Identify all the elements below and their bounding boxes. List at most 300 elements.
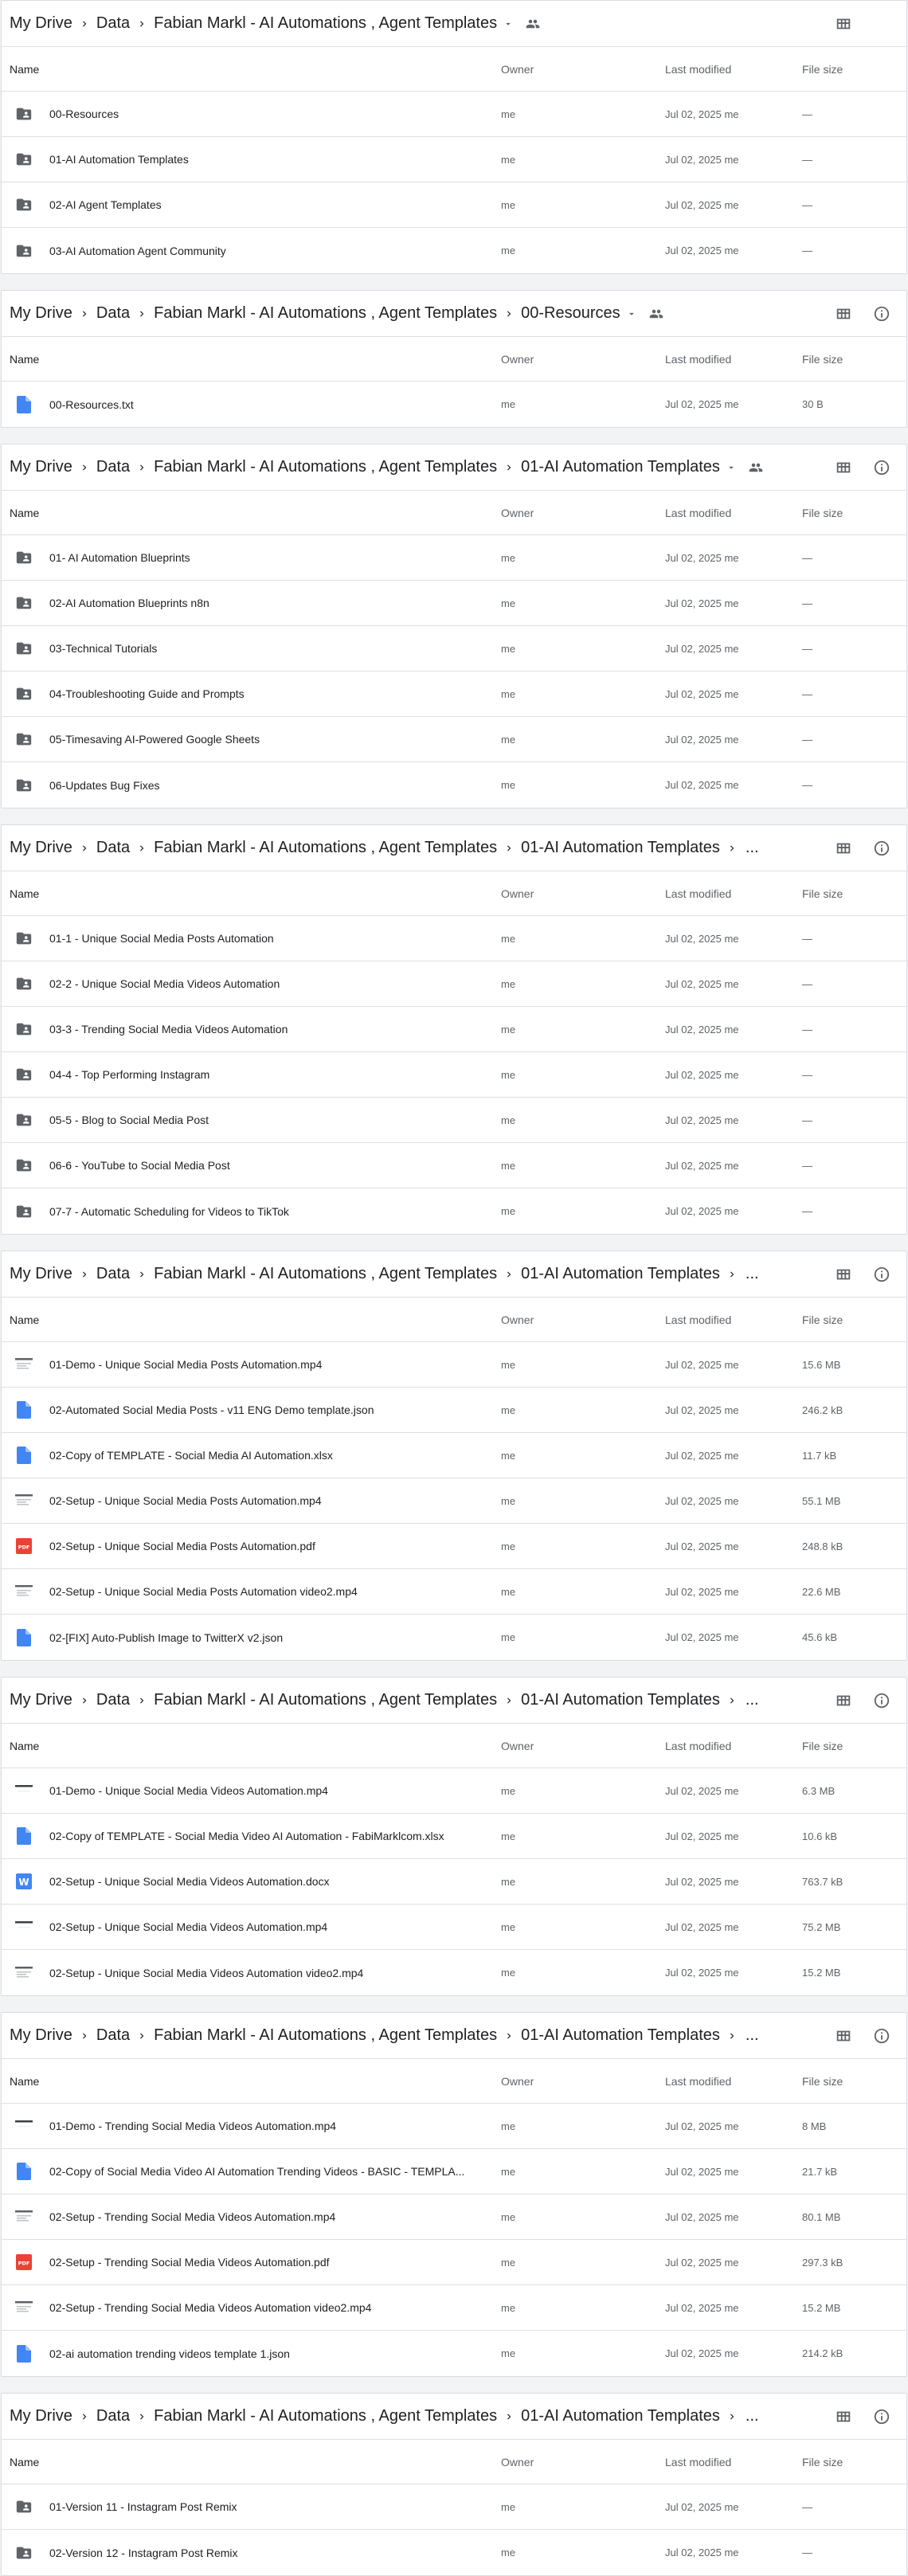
table-row[interactable]	[2, 92, 906, 137]
file-name[interactable]: 02-Copy of Social Media Video AI Automation Trending Videos - BASIC - TEMPLA...	[49, 2165, 465, 2178]
modified-cell: Jul 02, 2025 me	[665, 1159, 739, 1172]
table-row[interactable]	[2, 137, 906, 182]
file-name[interactable]: 00-Resources.txt	[49, 397, 134, 411]
file-name[interactable]: 02-ai automation trending videos template 1.json	[49, 2347, 290, 2360]
size-cell: —	[802, 1159, 812, 1172]
owner-cell: me	[501, 977, 516, 990]
chevron-right-icon	[499, 2407, 519, 2426]
owner-cell: me	[501, 2120, 516, 2132]
info-icon[interactable]	[871, 2406, 892, 2427]
grid-view-icon[interactable]	[833, 14, 854, 34]
col-modified-header[interactable]: Last modified	[665, 2455, 732, 2468]
folder-shared-icon	[14, 974, 33, 993]
breadcrumb-item[interactable]: Data	[96, 304, 131, 322]
col-modified-header[interactable]: Last modified	[665, 1313, 732, 1326]
col-name-header[interactable]: Name	[10, 352, 40, 366]
size-cell: —	[802, 153, 812, 166]
file-name-cell	[2, 1582, 493, 1601]
table-row[interactable]	[2, 2104, 906, 2149]
folder-panel	[1, 290, 907, 428]
chevron-right-icon	[499, 839, 519, 858]
modified-cell: Jul 02, 2025 me	[665, 1114, 739, 1126]
col-owner-header[interactable]: Owner	[501, 62, 534, 76]
col-size-header[interactable]: File size	[802, 1739, 843, 1752]
file-name[interactable]: 02-Setup - Unique Social Media Posts Automation video2.mp4	[49, 1585, 358, 1598]
breadcrumb-item[interactable]: 01-AI Automation Templates	[521, 1265, 720, 1282]
video-thumb-dark-icon	[14, 1781, 33, 1800]
chevron-right-icon	[499, 304, 519, 323]
col-name-header[interactable]: Name	[10, 62, 40, 76]
col-owner-header[interactable]: Owner	[501, 2074, 534, 2088]
table-row[interactable]	[2, 1143, 906, 1188]
modified-cell: Jul 02, 2025 me	[665, 977, 739, 990]
table-row[interactable]	[2, 1007, 906, 1052]
file-name[interactable]: 02-[FIX] Auto-Publish Image to TwitterX v2.json	[49, 1631, 284, 1644]
size-cell: 11.7 kB	[802, 1449, 837, 1462]
table-row[interactable]	[2, 1388, 906, 1433]
size-cell: —	[802, 2547, 812, 2558]
table-row[interactable]	[2, 1342, 906, 1388]
owner-cell: me	[501, 2210, 516, 2223]
table-row[interactable]	[2, 228, 906, 273]
column-header-row	[2, 2439, 906, 2484]
modified-cell: Jul 02, 2025 me	[665, 2120, 739, 2132]
owner-cell: me	[501, 1358, 516, 1371]
doc-icon	[14, 1826, 33, 1846]
file-name[interactable]: 01-Demo - Unique Social Media Videos Automation.mp4	[49, 1784, 328, 1797]
table-row[interactable]	[2, 2530, 906, 2575]
file-name-cell	[2, 1537, 493, 1556]
file-name-cell	[2, 1872, 493, 1891]
size-cell: 297.3 kB	[802, 2256, 843, 2269]
col-name-header[interactable]: Name	[10, 2455, 40, 2468]
size-cell: —	[802, 198, 812, 211]
table-row[interactable]	[2, 1052, 906, 1098]
modified-cell: Jul 02, 2025 me	[665, 1023, 739, 1035]
svg-text:PDF: PDF	[18, 1544, 30, 1551]
col-name-header[interactable]: Name	[10, 506, 40, 519]
file-name[interactable]: 06-6 - YouTube to Social Media Post	[49, 1159, 230, 1172]
shared-people-icon	[747, 459, 765, 476]
caret-down-icon[interactable]	[500, 16, 516, 32]
breadcrumb-item[interactable]: My Drive	[10, 458, 72, 476]
folder-panel	[1, 1251, 907, 1661]
breadcrumb-item[interactable]: 01-AI Automation Templates	[521, 2026, 720, 2044]
breadcrumb-item[interactable]: Fabian Markl - AI Automations , Agent Templates	[154, 14, 498, 32]
size-cell: 45.6 kB	[802, 1631, 838, 1643]
chevron-right-icon	[499, 2026, 519, 2046]
file-name[interactable]: 02-Version 12 - Instagram Post Remix	[49, 2546, 238, 2559]
breadcrumb-overflow[interactable]: ...	[745, 1265, 759, 1282]
table-row[interactable]	[2, 1098, 906, 1143]
file-name-cell	[2, 104, 493, 123]
grid-view-icon[interactable]	[833, 1690, 854, 1711]
file-name[interactable]: 02-AI Agent Templates	[49, 198, 162, 211]
table-row[interactable]	[2, 1859, 906, 1905]
breadcrumb-item[interactable]: Fabian Markl - AI Automations , Agent Templates	[154, 2407, 498, 2425]
file-name[interactable]: 02-2 - Unique Social Media Videos Automation	[49, 977, 280, 990]
caret-down-icon[interactable]	[624, 306, 640, 322]
panel-header	[2, 1, 906, 46]
column-header-row	[2, 871, 906, 916]
size-cell: 75.2 MB	[802, 1920, 841, 1933]
modified-cell: Jul 02, 2025 me	[665, 779, 739, 791]
breadcrumb-item[interactable]: 01-AI Automation Templates	[521, 2407, 720, 2425]
col-modified-header[interactable]: Last modified	[665, 62, 732, 76]
info-icon[interactable]	[871, 2026, 892, 2046]
info-icon[interactable]	[871, 303, 892, 324]
table-row[interactable]	[2, 1905, 906, 1950]
table-row[interactable]	[2, 762, 906, 808]
file-name[interactable]: 03-AI Automation Agent Community	[49, 244, 226, 257]
table-row[interactable]	[2, 1569, 906, 1615]
table-row[interactable]	[2, 535, 906, 581]
table-row[interactable]	[2, 1433, 906, 1478]
file-name[interactable]: 07-7 - Automatic Scheduling for Videos to TikTok	[49, 1204, 289, 1218]
column-header-row	[2, 490, 906, 535]
modified-cell: Jul 02, 2025 me	[665, 245, 739, 256]
breadcrumb-item[interactable]: Fabian Markl - AI Automations , Agent Templates	[154, 458, 498, 476]
file-name[interactable]: 02-Setup - Trending Social Media Videos Automation.mp4	[49, 2210, 336, 2223]
shared-people-icon	[524, 15, 542, 33]
owner-cell: me	[501, 108, 516, 120]
folder-shared-icon	[14, 929, 33, 948]
doc-icon	[14, 2344, 33, 2363]
file-name[interactable]: 02-Setup - Trending Social Media Videos Automation.pdf	[49, 2256, 330, 2269]
size-cell: 15.6 MB	[802, 1358, 841, 1371]
column-header-row	[2, 336, 906, 382]
breadcrumb	[10, 304, 833, 323]
breadcrumb-overflow[interactable]: ...	[745, 2407, 759, 2425]
breadcrumb	[10, 2407, 833, 2426]
table-row[interactable]	[2, 1768, 906, 1814]
video-thumb-icon	[14, 1491, 33, 1510]
file-name-cell	[2, 2253, 493, 2272]
breadcrumb-item[interactable]: My Drive	[10, 2407, 72, 2425]
modified-cell: Jul 02, 2025 me	[665, 1540, 739, 1552]
size-cell: 55.1 MB	[802, 1494, 841, 1507]
table-row[interactable]	[2, 182, 906, 228]
grid-view-icon[interactable]	[833, 1264, 854, 1285]
size-cell: 8 MB	[802, 2120, 827, 2132]
breadcrumb	[10, 2026, 833, 2046]
table-row[interactable]	[2, 717, 906, 762]
chevron-right-icon	[132, 839, 151, 858]
file-name-cell	[2, 639, 493, 658]
header-actions	[833, 1264, 898, 1285]
col-name-header[interactable]: Name	[10, 1739, 40, 1752]
col-modified-header[interactable]: Last modified	[665, 352, 732, 366]
file-name[interactable]: 02-Setup - Trending Social Media Videos Automation video2.mp4	[49, 2301, 372, 2314]
chevron-right-icon	[75, 1691, 94, 1710]
col-owner-header[interactable]: Owner	[501, 887, 534, 900]
caret-down-icon[interactable]	[723, 460, 739, 476]
file-name-cell	[2, 1020, 493, 1039]
file-name[interactable]: 01-AI Automation Templates	[49, 153, 189, 166]
owner-cell: me	[501, 1967, 516, 1979]
folder-shared-icon	[14, 1156, 33, 1175]
file-name[interactable]: 02-Setup - Unique Social Media Posts Automation.mp4	[49, 1494, 322, 1507]
breadcrumb-item[interactable]: Fabian Markl - AI Automations , Agent Templates	[154, 1691, 498, 1709]
pdf-icon	[14, 2253, 33, 2272]
col-owner-header[interactable]: Owner	[501, 2455, 534, 2468]
file-name[interactable]: 02-Setup - Unique Social Media Videos Automation.docx	[49, 1875, 330, 1888]
file-name[interactable]: 02-Setup - Unique Social Media Videos Automation.mp4	[49, 1920, 328, 1933]
video-thumb-icon	[14, 1582, 33, 1601]
table-row[interactable]	[2, 1524, 906, 1569]
table-row[interactable]	[2, 2285, 906, 2331]
col-name-header[interactable]: Name	[10, 2074, 40, 2088]
owner-cell: me	[501, 2256, 516, 2269]
file-name[interactable]: 01- AI Automation Blueprints	[49, 551, 190, 564]
table-row[interactable]	[2, 1188, 906, 1234]
breadcrumb-item[interactable]: 01-AI Automation Templates	[521, 1691, 720, 1709]
file-name[interactable]: 05-5 - Blog to Social Media Post	[49, 1114, 209, 1126]
size-cell: —	[802, 597, 812, 609]
column-header-row	[2, 46, 906, 92]
file-name[interactable]: 03-Technical Tutorials	[49, 642, 158, 655]
grid-view-icon[interactable]	[833, 2026, 854, 2046]
breadcrumb-item[interactable]: 01-AI Automation Templates	[521, 839, 720, 856]
spacer	[871, 14, 892, 34]
file-name[interactable]: 01-Demo - Unique Social Media Posts Automation.mp4	[49, 1358, 323, 1371]
owner-cell: me	[501, 398, 516, 410]
info-icon[interactable]	[871, 1690, 892, 1711]
col-size-header[interactable]: File size	[802, 506, 843, 519]
file-name[interactable]: 05-Timesaving AI-Powered Google Sheets	[49, 733, 260, 746]
modified-cell: Jul 02, 2025 me	[665, 108, 739, 120]
folder-shared-icon	[14, 104, 33, 123]
folder-shared-icon	[14, 548, 33, 567]
file-name[interactable]: 01-Demo - Trending Social Media Videos Automation.mp4	[49, 2120, 337, 2132]
owner-cell: me	[501, 153, 516, 166]
doc-icon	[14, 1446, 33, 1465]
table-row[interactable]	[2, 2194, 906, 2240]
modified-cell: Jul 02, 2025 me	[665, 1068, 739, 1081]
table-row[interactable]	[2, 961, 906, 1007]
col-size-header[interactable]: File size	[802, 887, 843, 900]
modified-cell: Jul 02, 2025 me	[665, 2165, 739, 2178]
chevron-right-icon	[499, 1265, 519, 1284]
file-name[interactable]: 02-Copy of TEMPLATE - Social Media AI Automation.xlsx	[49, 1449, 333, 1462]
folder-shared-icon	[14, 1065, 33, 1084]
file-name[interactable]: 04-Troubleshooting Guide and Prompts	[49, 687, 245, 700]
modified-cell: Jul 02, 2025 me	[665, 2301, 739, 2314]
owner-cell: me	[501, 1205, 516, 1217]
col-name-header[interactable]: Name	[10, 887, 40, 900]
chevron-right-icon	[75, 458, 94, 477]
chevron-right-icon	[132, 1265, 151, 1284]
modified-cell: Jul 02, 2025 me	[665, 1875, 739, 1888]
modified-cell: Jul 02, 2025 me	[665, 2500, 739, 2513]
owner-cell: me	[501, 245, 516, 256]
file-name-cell	[2, 1110, 493, 1129]
breadcrumb	[10, 14, 833, 33]
info-icon[interactable]	[871, 457, 892, 478]
owner-cell: me	[501, 1023, 516, 1035]
owner-cell: me	[501, 1585, 516, 1598]
breadcrumb-item[interactable]: My Drive	[10, 1691, 72, 1709]
breadcrumb-item[interactable]: Data	[96, 2026, 131, 2044]
owner-cell: me	[501, 1830, 516, 1842]
shared-people-icon	[648, 305, 665, 323]
breadcrumb-item[interactable]: Data	[96, 14, 131, 32]
modified-cell: Jul 02, 2025 me	[665, 1358, 739, 1371]
table-row[interactable]	[2, 581, 906, 626]
owner-cell: me	[501, 1540, 516, 1552]
chevron-right-icon	[75, 14, 94, 33]
file-name-cell	[2, 2543, 493, 2562]
folder-shared-icon	[14, 639, 33, 658]
file-name[interactable]: 00-Resources	[49, 108, 119, 120]
table-row[interactable]	[2, 1478, 906, 1524]
owner-cell: me	[501, 1068, 516, 1081]
file-name-cell	[2, 929, 493, 948]
col-name-header[interactable]: Name	[10, 1313, 40, 1326]
col-size-header[interactable]: File size	[802, 2455, 843, 2468]
size-cell: —	[802, 642, 812, 655]
file-name-cell	[2, 2116, 493, 2136]
breadcrumb-item[interactable]: My Drive	[10, 839, 72, 856]
breadcrumb-overflow[interactable]: ...	[745, 1691, 759, 1709]
col-modified-header[interactable]: Last modified	[665, 887, 732, 900]
info-icon[interactable]	[871, 838, 892, 859]
file-name[interactable]: 02-Copy of TEMPLATE - Social Media Video AI Automation - FabiMarklcom.xlsx	[49, 1830, 444, 1842]
size-cell: —	[802, 245, 812, 256]
chevron-right-icon	[722, 1691, 742, 1710]
col-owner-header[interactable]: Owner	[501, 352, 534, 366]
table-row[interactable]	[2, 1814, 906, 1859]
file-name-cell	[2, 1156, 493, 1175]
table-row[interactable]	[2, 382, 906, 427]
col-modified-header[interactable]: Last modified	[665, 2074, 732, 2088]
breadcrumb-item[interactable]: Data	[96, 2407, 131, 2425]
table-row[interactable]	[2, 2240, 906, 2285]
breadcrumb-item[interactable]: Fabian Markl - AI Automations , Agent Templates	[154, 1265, 498, 1282]
grid-view-icon[interactable]	[833, 303, 854, 324]
breadcrumb-item[interactable]: Data	[96, 1265, 131, 1282]
file-name[interactable]: 02-Setup - Unique Social Media Videos Automation video2.mp4	[49, 1966, 364, 1979]
breadcrumb-overflow[interactable]: ...	[745, 2026, 759, 2044]
owner-cell: me	[501, 733, 516, 746]
size-cell: 214.2 kB	[802, 2347, 843, 2359]
owner-cell: me	[501, 2165, 516, 2178]
file-name-cell	[2, 730, 493, 749]
doc-icon	[14, 395, 33, 414]
breadcrumb-item[interactable]: Fabian Markl - AI Automations , Agent Templates	[154, 839, 498, 856]
file-name[interactable]: 01-1 - Unique Social Media Posts Automation	[49, 932, 274, 945]
file-name-cell	[2, 2344, 493, 2363]
breadcrumb	[10, 1691, 833, 1710]
table-row[interactable]	[2, 2149, 906, 2194]
file-name[interactable]: 02-AI Automation Blueprints n8n	[49, 597, 209, 609]
breadcrumb-item[interactable]: 00-Resources	[521, 304, 620, 322]
owner-cell: me	[501, 1494, 516, 1507]
table-row[interactable]	[2, 1950, 906, 1995]
chevron-right-icon	[722, 839, 742, 858]
chevron-right-icon	[75, 2407, 94, 2426]
breadcrumb-item[interactable]: My Drive	[10, 304, 72, 322]
file-name-cell	[2, 1065, 493, 1084]
chevron-right-icon	[132, 14, 151, 33]
table-row[interactable]	[2, 1615, 906, 1660]
file-name[interactable]: 04-4 - Top Performing Instagram	[49, 1068, 210, 1081]
pdf-icon	[14, 1537, 33, 1556]
column-header-row	[2, 2058, 906, 2104]
chevron-right-icon	[75, 839, 94, 858]
modified-cell: Jul 02, 2025 me	[665, 1585, 739, 1598]
info-icon[interactable]	[871, 1264, 892, 1285]
breadcrumb-item[interactable]: Fabian Markl - AI Automations , Agent Templates	[154, 304, 498, 322]
table-row[interactable]	[2, 2484, 906, 2530]
chevron-right-icon	[499, 458, 519, 477]
file-name[interactable]: 02-Setup - Unique Social Media Posts Automation.pdf	[49, 1540, 315, 1552]
file-name[interactable]: 03-3 - Trending Social Media Videos Automation	[49, 1023, 288, 1035]
owner-cell: me	[501, 198, 516, 211]
modified-cell: Jul 02, 2025 me	[665, 1403, 739, 1416]
file-name[interactable]: 02-Automated Social Media Posts - v11 ENG Demo template.json	[49, 1403, 374, 1416]
breadcrumb-item[interactable]: Data	[96, 1691, 131, 1709]
col-size-header[interactable]: File size	[802, 352, 843, 366]
table-row[interactable]	[2, 2331, 906, 2376]
file-name-cell	[2, 1917, 493, 1936]
file-name-cell	[2, 1781, 493, 1800]
doc-icon	[14, 1628, 33, 1647]
col-modified-header[interactable]: Last modified	[665, 506, 732, 519]
owner-cell: me	[501, 1114, 516, 1126]
folder-shared-icon	[14, 730, 33, 749]
column-header-row	[2, 1297, 906, 1342]
modified-cell: Jul 02, 2025 me	[665, 2210, 739, 2223]
col-modified-header[interactable]: Last modified	[665, 1739, 732, 1752]
file-name-cell	[2, 1963, 493, 1983]
grid-view-icon[interactable]	[833, 2406, 854, 2427]
breadcrumb-overflow[interactable]: ...	[745, 839, 759, 856]
grid-view-icon[interactable]	[833, 457, 854, 478]
breadcrumb-item[interactable]: My Drive	[10, 2026, 72, 2044]
breadcrumb-item[interactable]: My Drive	[10, 1265, 72, 1282]
col-size-header[interactable]: File size	[802, 62, 843, 76]
size-cell: 6.3 MB	[802, 1784, 836, 1797]
file-name-cell	[2, 1628, 493, 1647]
col-owner-header[interactable]: Owner	[501, 1739, 534, 1752]
modified-cell: Jul 02, 2025 me	[665, 2256, 739, 2269]
breadcrumb-item[interactable]: 01-AI Automation Templates	[521, 458, 720, 476]
file-name[interactable]: 06-Updates Bug Fixes	[49, 778, 160, 792]
breadcrumb-item[interactable]: My Drive	[10, 14, 72, 32]
header-actions	[833, 457, 898, 478]
word-icon	[14, 1872, 33, 1891]
table-row[interactable]	[2, 916, 906, 961]
file-name[interactable]: 01-Version 11 - Instagram Post Remix	[49, 2500, 237, 2513]
file-name-cell	[2, 195, 493, 214]
grid-view-icon[interactable]	[833, 838, 854, 859]
breadcrumb-item[interactable]: Data	[96, 839, 131, 856]
breadcrumb-item[interactable]: Fabian Markl - AI Automations , Agent Templates	[154, 2026, 498, 2044]
modified-cell: Jul 02, 2025 me	[665, 1920, 739, 1933]
table-row[interactable]	[2, 671, 906, 717]
col-owner-header[interactable]: Owner	[501, 1313, 534, 1326]
breadcrumb	[10, 1265, 833, 1284]
modified-cell: Jul 02, 2025 me	[665, 687, 739, 700]
file-name-cell	[2, 1400, 493, 1419]
breadcrumb-item[interactable]: Data	[96, 458, 131, 476]
table-row[interactable]	[2, 626, 906, 671]
col-size-header[interactable]: File size	[802, 2074, 843, 2088]
col-size-header[interactable]: File size	[802, 1313, 843, 1326]
col-owner-header[interactable]: Owner	[501, 506, 534, 519]
chevron-right-icon	[132, 2026, 151, 2046]
